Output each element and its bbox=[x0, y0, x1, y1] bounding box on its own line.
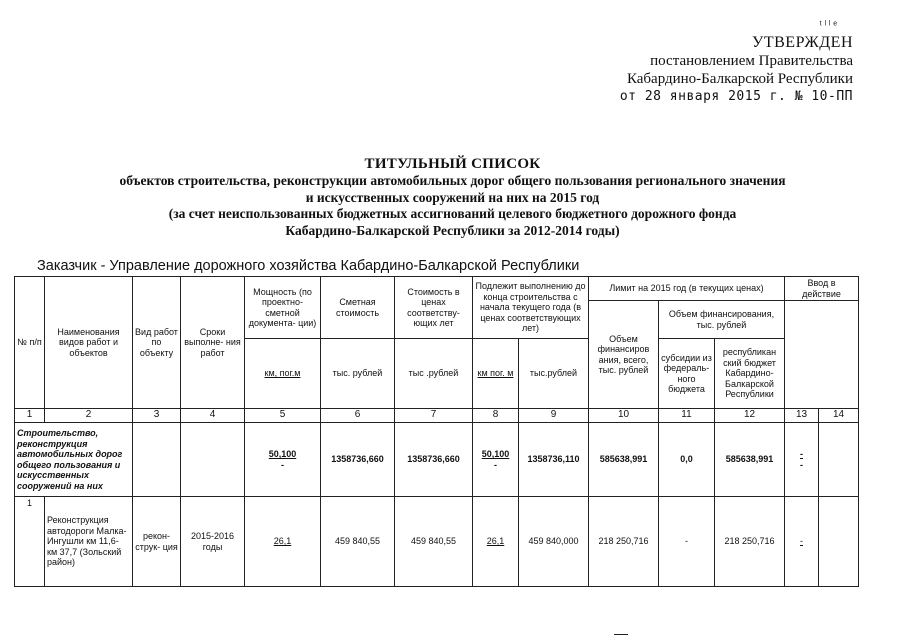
approval-marks: ᵗ ˡ ˡ ᵉ bbox=[819, 20, 837, 31]
summary-commission-km bbox=[785, 423, 819, 497]
page-mark bbox=[614, 634, 628, 635]
approval-heading: УТВЕРЖДЕН bbox=[752, 34, 853, 51]
header-subject: Подлежит выполнению до конца строительства с начала текущего года (в ценах соответствующих лет) bbox=[473, 277, 589, 339]
header-fin-volume: Объем финансирования, тыс. рублей bbox=[659, 301, 785, 339]
row-capacity: 26,1 bbox=[245, 497, 321, 587]
row-fin-total: 218 250,716 bbox=[589, 497, 659, 587]
header-names: Наименования видов работ и объектов bbox=[45, 277, 133, 409]
summary-subsidy: 0,0 bbox=[659, 423, 715, 497]
header-subject-km: км пог. м bbox=[473, 339, 519, 409]
row-name: Реконструкция автодороги Малка-Ингушли км 11,6- км 37,7 (Зольский район) bbox=[45, 497, 133, 587]
header-estimate: Сметная стоимость bbox=[321, 277, 395, 339]
col-number: 12 bbox=[715, 409, 785, 423]
summary-terms bbox=[181, 423, 245, 497]
summary-label: Строительство, реконструкция автомобильных дорог общего пользования и искусственных сооружений на них bbox=[15, 423, 133, 497]
row-estimate: 459 840,55 bbox=[321, 497, 395, 587]
title-main: ТИТУЛЬНЫЙ СПИСОК bbox=[364, 156, 541, 172]
summary-subject-km-value: 50,100 bbox=[481, 449, 510, 459]
header-commission: Ввод в действие bbox=[785, 277, 859, 301]
summary-quarter bbox=[819, 423, 859, 497]
header-limit: Лимит на 2015 год (в текущих ценах) bbox=[589, 277, 785, 301]
header-estimate-unit: тыс. рублей bbox=[321, 339, 395, 409]
row-subject-rub: 459 840,000 bbox=[519, 497, 589, 587]
summary-commission-km-sub: - bbox=[800, 459, 803, 470]
summary-capacity-sub: - bbox=[281, 459, 284, 470]
title-list-table bbox=[14, 276, 859, 587]
header-terms: Сроки выполне- ния работ bbox=[181, 277, 245, 409]
summary-estimate: 1358736,660 bbox=[321, 423, 395, 497]
col-number: 7 bbox=[395, 409, 473, 423]
summary-kind bbox=[133, 423, 181, 497]
header-capacity: Мощность (по проектно- сметной документа- ции) bbox=[245, 277, 321, 339]
col-number: 14 bbox=[819, 409, 859, 423]
row-republic: 218 250,716 bbox=[715, 497, 785, 587]
summary-subject-km-sub: - bbox=[494, 459, 497, 470]
header-fin-total: Объем финансиров ания, всего, тыс. рублей bbox=[589, 301, 659, 409]
header-cost: Стоимость в ценах соответству- ющих лет bbox=[395, 277, 473, 339]
title-line-3: (за счет неиспользованных бюджетных ассигнований целевого бюджетного дорожного фонда bbox=[168, 206, 737, 221]
summary-fin-total: 585638,991 bbox=[589, 423, 659, 497]
col-number: 6 bbox=[321, 409, 395, 423]
approval-stamp: от 28 января 2015 г. № 10-ПП bbox=[619, 89, 853, 104]
table-row bbox=[15, 497, 859, 587]
summary-commission-km-value: - bbox=[800, 449, 803, 459]
row-num: 1 bbox=[15, 497, 45, 587]
header-cost-unit: тыс .рублей bbox=[395, 339, 473, 409]
summary-republic: 585638,991 bbox=[715, 423, 785, 497]
col-number: 1 bbox=[15, 409, 45, 423]
header-republic: республикан ский бюджет Кабардино- Балкарской Республики bbox=[715, 339, 785, 409]
col-number: 9 bbox=[519, 409, 589, 423]
col-number: 5 bbox=[245, 409, 321, 423]
summary-capacity-value: 50,100 bbox=[268, 449, 297, 459]
col-number: 4 bbox=[181, 409, 245, 423]
col-number: 3 bbox=[133, 409, 181, 423]
customer-line: Заказчик - Управление дорожного хозяйства Кабардино-Балкарской Республики bbox=[37, 258, 580, 274]
header-kind: Вид работ по объекту bbox=[133, 277, 181, 409]
row-kind: рекон- струк- ция bbox=[133, 497, 181, 587]
col-number: 8 bbox=[473, 409, 519, 423]
row-quarter bbox=[819, 497, 859, 587]
column-numbers-row bbox=[15, 409, 859, 423]
row-terms: 2015-2016 годы bbox=[181, 497, 245, 587]
row-cost: 459 840,55 bbox=[395, 497, 473, 587]
col-number: 10 bbox=[589, 409, 659, 423]
approval-line-1: постановлением Правительства bbox=[650, 53, 853, 69]
summary-capacity bbox=[245, 423, 321, 497]
header-num: № п/п bbox=[15, 277, 45, 409]
title-line-4: Кабардино-Балкарской Республики за 2012-2014 годы) bbox=[285, 222, 620, 238]
row-subject-km: 26,1 bbox=[473, 497, 519, 587]
header-capacity-unit: км, пог.м bbox=[245, 339, 321, 409]
approval-line-2: Кабардино-Балкарской Республики bbox=[626, 71, 853, 87]
summary-cost: 1358736,660 bbox=[395, 423, 473, 497]
header-commission-blank bbox=[785, 301, 859, 409]
col-number: 2 bbox=[45, 409, 133, 423]
header-subject-rub: тыс.рублей bbox=[519, 339, 589, 409]
approval-block bbox=[620, 34, 853, 106]
title-line-2: и искусственных сооружений на них на 2015 год bbox=[305, 189, 600, 205]
row-subsidy: - bbox=[659, 497, 715, 587]
summary-subject-rub: 1358736,110 bbox=[519, 423, 589, 497]
row-commission-km: - bbox=[785, 497, 819, 587]
summary-subject-km bbox=[473, 423, 519, 497]
header-subsidy: субсидии из федераль- ного бюджета bbox=[659, 339, 715, 409]
summary-row bbox=[15, 423, 859, 497]
col-number: 13 bbox=[785, 409, 819, 423]
col-number: 11 bbox=[659, 409, 715, 423]
document-title bbox=[0, 155, 905, 239]
title-line-1: объектов строительства, реконструкции автомобильных дорог общего пользования регионального значения bbox=[119, 173, 786, 188]
